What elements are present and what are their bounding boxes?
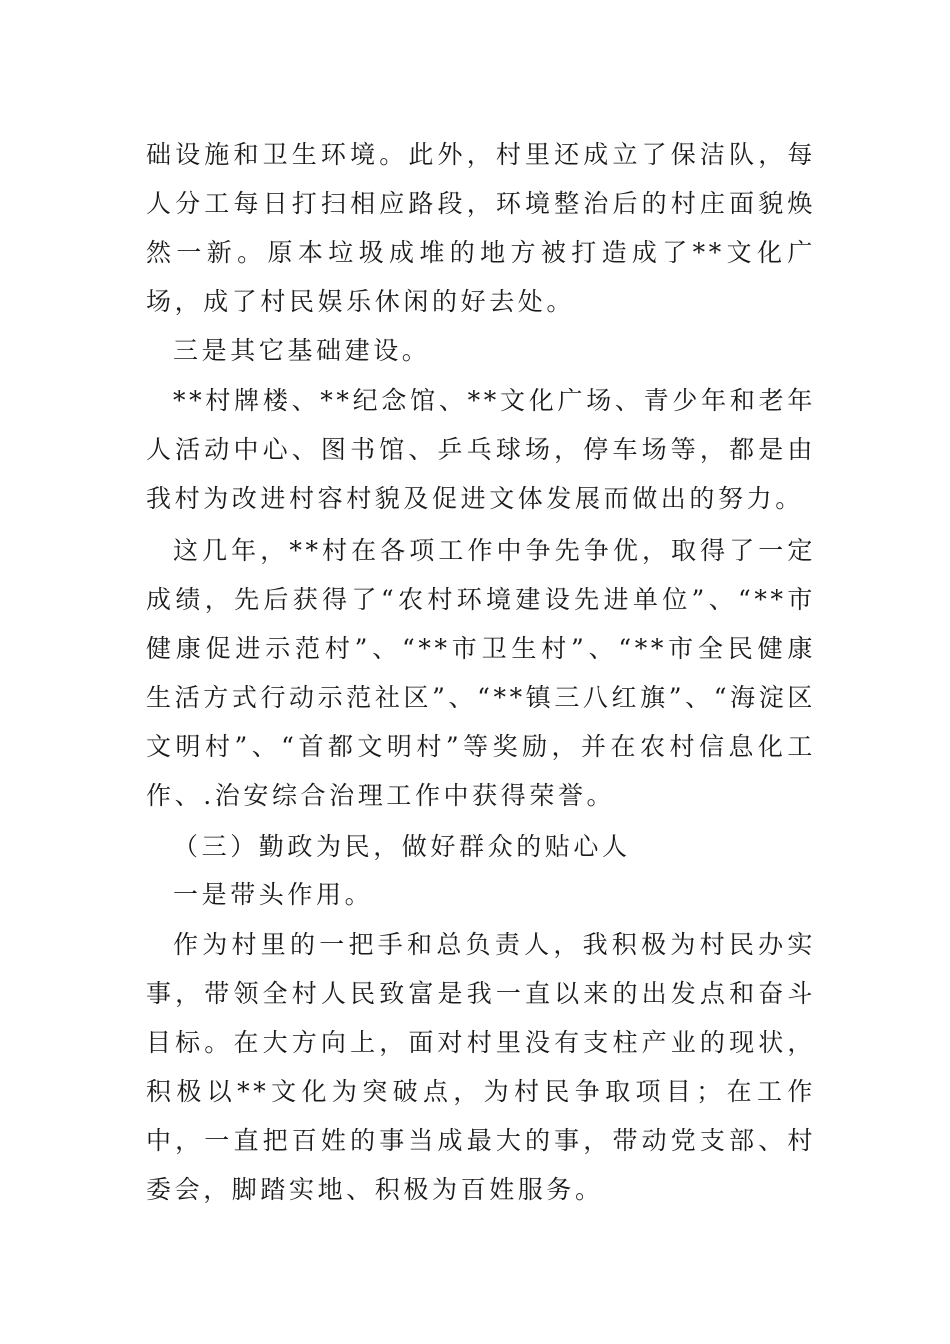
paragraph-honors: 这几年，**村在各项工作中争先争优，取得了一定成绩，先后获得了“农村环境建设先进单位”、“**市健康促进示范村”、“**市卫生村”、“**市全民健康生活方式行动示范社区”、“**镇三八红旗”、“海淀区文明村”、“首都文明村”等奖励，并在农村信息化工作、.治安综合治理工作中获得荣誉。: [146, 536, 816, 810]
section-heading-three: （三）勤政为民，做好群众的贴心人: [173, 832, 631, 861]
paragraph-facilities: **村牌楼、**纪念馆、**文化广场、青少年和老年人活动中心、图书馆、乒乓球场，停车场等，都是由我村为改进村容村貌及促进文体发展而做出的努力。: [146, 386, 816, 513]
heading-other-infrastructure: 三是其它基础建设。: [173, 336, 431, 365]
paragraph-environment-cleanup: 础设施和卫生环境。此外，村里还成立了保洁队，每人分工每日打扫相应路段，环境整治后的村庄面貌焕然一新。原本垃圾成堆的地方被打造成了**文化广场，成了村民娱乐休闲的好去处。: [146, 140, 816, 316]
paragraph-leadership: 作为村里的一把手和总负责人，我积极为村民办实事，带领全村人民致富是我一直以来的出发点和奋斗目标。在大方向上，面对村里没有支柱产业的现状，积极以**文化为突破点，为村民争取项目；在工作中，一直把百姓的事当成最大的事，带动党支部、村委会，脚踏实地、积极为百姓服务。: [146, 930, 816, 1204]
heading-leading-role: 一是带头作用。: [173, 880, 374, 909]
